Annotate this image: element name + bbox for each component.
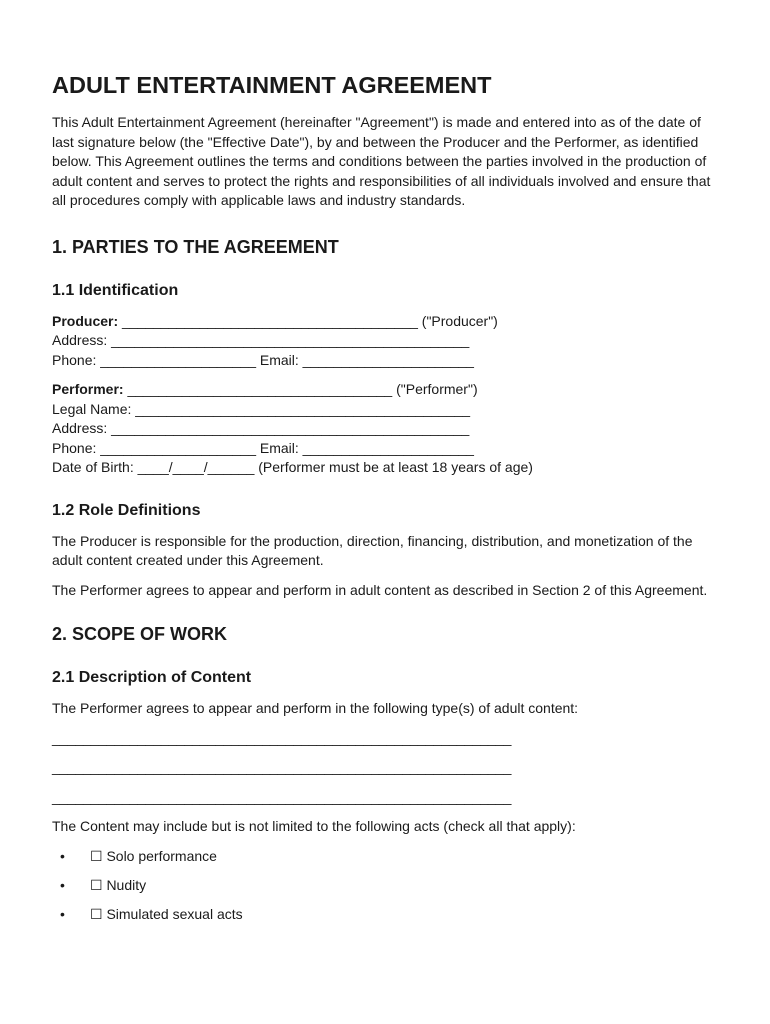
role-definition-performer: The Performer agrees to appear and perform in adult content as described in Section 2 of this Agreement.: [52, 581, 708, 598]
act-option-solo[interactable]: ☐ Solo performance: [90, 847, 217, 864]
performer-block: [52, 380, 718, 478]
section-2-heading: 2. SCOPE OF WORK: [52, 624, 228, 644]
section-1-2-heading: 1.2 Role Definitions: [52, 501, 201, 519]
content-blank-line[interactable]: ___________________________________________________________: [52, 788, 512, 805]
producer-block: [52, 312, 718, 371]
content-blank-line[interactable]: ___________________________________________________________: [52, 759, 512, 775]
document-title: ADULT ENTERTAINMENT AGREEMENT: [52, 72, 492, 98]
acts-checklist: [52, 847, 718, 925]
role-definition-producer: The Producer is responsible for the production, direction, financing, distribution, and monetization of the adult content created under this Agreement.: [52, 532, 693, 568]
intro-paragraph: This Adult Entertainment Agreement (hereinafter "Agreement") is made and entered into as of the date of last signature below (the "Effective Date"), by and between the Producer and the Performer, as identified below. This Agreement outlines the terms and conditions between the parties involved in the production of adult content and serves to protect the rights and responsibilities of all individuals involved and ensure that all procedures comply with applicable laws and industry standards.: [52, 114, 711, 208]
producer-label: Producer:: [52, 312, 119, 329]
producer-address-field[interactable]: Address: ______________________________________________: [52, 332, 470, 348]
acts-intro: The Content may include but is not limited to the following acts (check all that apply):: [52, 818, 576, 834]
section-2-1-heading: 2.1 Description of Content: [52, 669, 252, 686]
performer-legal-name-field[interactable]: Legal Name: ___________________________________________: [52, 400, 471, 417]
performer-name-field[interactable]: __________________________________ ("Performer"): [123, 381, 478, 397]
producer-name-field[interactable]: ______________________________________ ("Producer"): [118, 312, 498, 329]
performer-contact-field[interactable]: Phone: ____________________ Email: ______________________: [52, 439, 474, 456]
section-1-1-heading: 1.1 Identification: [52, 281, 179, 299]
act-option-simulated[interactable]: ☐ Simulated sexual acts: [90, 905, 243, 922]
act-option-nudity[interactable]: ☐ Nudity: [90, 876, 147, 893]
producer-line: [52, 312, 718, 332]
performer-dob-field[interactable]: Date of Birth: ____/____/______ (Performer must be at least 18 years of age): [52, 459, 533, 475]
content-description-lines: [52, 729, 718, 808]
bullet-icon: •: [60, 905, 65, 922]
performer-line: [52, 380, 718, 400]
section-1-heading: 1. PARTIES TO THE AGREEMENT: [52, 236, 339, 257]
performer-address-field[interactable]: Address: ______________________________________________: [52, 420, 470, 436]
list-item[interactable]: [52, 876, 718, 896]
producer-contact-field[interactable]: Phone: ____________________ Email: ______________________: [52, 351, 474, 368]
list-item[interactable]: [52, 905, 718, 925]
bullet-icon: •: [60, 876, 65, 893]
performer-label: Performer:: [52, 381, 124, 397]
bullet-icon: •: [60, 847, 65, 864]
list-item[interactable]: [52, 847, 718, 867]
content-blank-line[interactable]: ___________________________________________________________: [52, 729, 512, 746]
content-description-intro: The Performer agrees to appear and perform in the following type(s) of adult content:: [52, 700, 579, 716]
